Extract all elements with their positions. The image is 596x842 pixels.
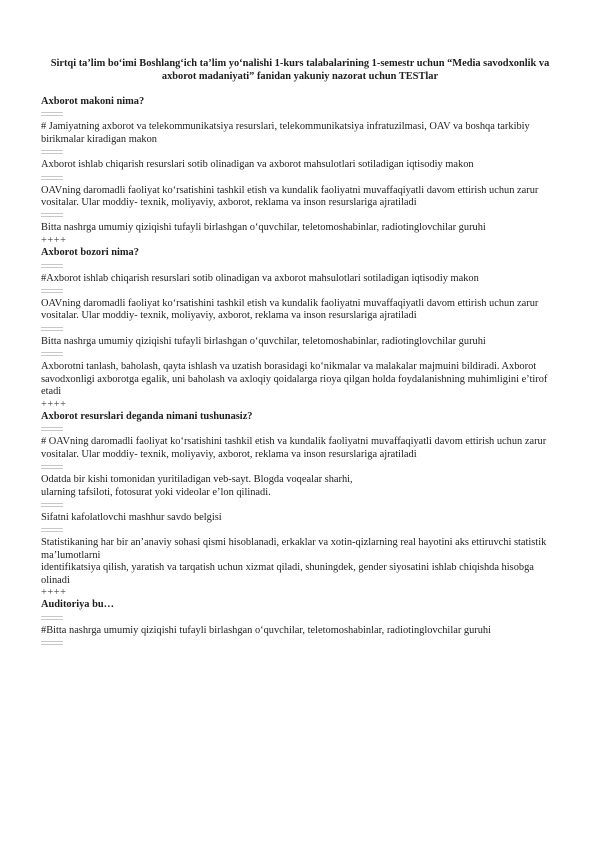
answer-separator xyxy=(41,352,63,356)
answer-option: OAVning daromadli faoliyat ko‘rsatishini tashkil etish va kundalik faoliyatni muvaffaqiyatli davom ettirish uchun zarur vositalar. Ular moddiy- texnik, moliyaviy, axborot, reklama va inson resurslariga ajratiladi xyxy=(41,298,539,322)
answer-option: # Jamiyatning axborot va telekommunikatsiya resurslari, telekommunikatsiya infratuzilmasi, OAV va boshqa tarkibiy birikmalar kiradigan makon xyxy=(41,121,530,145)
question-block xyxy=(41,96,556,247)
answer-separator xyxy=(41,427,63,431)
answer-separator xyxy=(41,641,63,645)
answer-separator xyxy=(41,503,63,507)
answer-separator xyxy=(41,616,63,620)
answer-option: Sifatni kafolatlovchi mashhur savdo belgisi xyxy=(41,511,222,523)
answer-option: Axborot ishlab chiqarish resurslari sotib olinadigan va axborot mahsulotlari sotiladigan iqtisodiy makon xyxy=(41,159,474,171)
question-block xyxy=(41,599,556,645)
answer-separator xyxy=(41,213,63,217)
answer-option: #Bitta nashrga umumiy qiziqishi tufayli birlashgan o‘quvchilar, teletomoshabinlar, radiotinglovchilar guruhi xyxy=(41,624,492,636)
block-end-marker: ++++ xyxy=(41,586,67,598)
answer-separator xyxy=(41,528,63,532)
question-block xyxy=(41,247,556,411)
answer-option: Bitta nashrga umumiy qiziqishi tufayli birlashgan o‘quvchilar, teletomoshabinlar, radiotinglovchilar guruhi xyxy=(41,222,486,234)
answer-separator xyxy=(41,264,63,268)
answer-separator xyxy=(41,176,63,180)
answer-separator xyxy=(41,112,63,116)
question-block xyxy=(41,411,556,599)
answer-option: OAVning daromadli faoliyat ko‘rsatishini tashkil etish va kundalik faoliyatni muvaffaqiyatli davom ettirish uchun zarur vositalar. Ular moddiy- texnik, moliyaviy, axborot, reklama va inson resurslariga ajratiladi xyxy=(41,184,539,209)
answer-option: Axborotni tanlash, baholash, qayta ishlash va uzatish borasidagi ko‘nikmalar va malakalar majmuini bildiradi. Axborot savodxonligi axborotga egalik, uni baholash va axloqiy qoidalarga rioya qilgan holda foydalanishning muhimligini e’tirof etadi xyxy=(41,361,548,398)
block-end-marker: ++++ xyxy=(41,398,67,410)
question-text: Axborot makoni nima? xyxy=(41,96,145,107)
answer-separator xyxy=(41,465,63,469)
answer-option: # OAVning daromadli faoliyat ko‘rsatishini tashkil etish va kundalik faoliyatni muvaffaqiyatli davom ettirish uchun zarur vositalar. Ular moddiy- texnik, moliyaviy, axborot, reklama va inson resurslariga ajratiladi xyxy=(41,436,547,460)
question-text: Auditoriya bu… xyxy=(41,599,115,611)
question-text: Axborot bozori nima? xyxy=(41,247,139,259)
answer-option: #Axborot ishlab chiqarish resurslari sotib olinadigan va axborot mahsulotlari sotiladigan iqtisodiy makon xyxy=(41,272,479,284)
answer-separator xyxy=(41,327,63,331)
answer-option: Odatda bir kishi tomonidan yuritiladigan veb-sayt. Blogda voqealar sharhi, ularning tafsiloti, fotosurat yoki videolar e’lon qilinadi. xyxy=(41,474,353,498)
document-title: Sirtqi ta’lim bo‘imi Boshlang‘ich ta’lim yo‘nalishi 1-kurs talabalarining 1-semestr uchun “Media savodxonlik va axborot madaniyati” fanidan yakuniy nazorat uchun TESTlar xyxy=(50,58,550,82)
test-content xyxy=(41,96,556,650)
block-end-marker: ++++ xyxy=(41,234,67,246)
answer-option: Bitta nashrga umumiy qiziqishi tufayli birlashgan o‘quvchilar, teletomoshabinlar, radiotinglovchilar guruhi xyxy=(41,335,486,347)
answer-separator xyxy=(41,150,63,154)
answer-separator xyxy=(41,289,63,293)
question-text: Axborot resurslari deganda nimani tushunasiz? xyxy=(41,410,253,422)
answer-option: Statistikaning har bir an’anaviy sohasi qismi hisoblanadi, erkaklar va xotin-qizlarning real hayotini aks ettiruvchi statistik ma’lumotlarni identifikatsiya qilish, yaratish va tarqatish uchun xizmat qiladi, shuningdek, gender siyosatini ishlab chiqishda hisobga olinadi xyxy=(41,537,547,586)
